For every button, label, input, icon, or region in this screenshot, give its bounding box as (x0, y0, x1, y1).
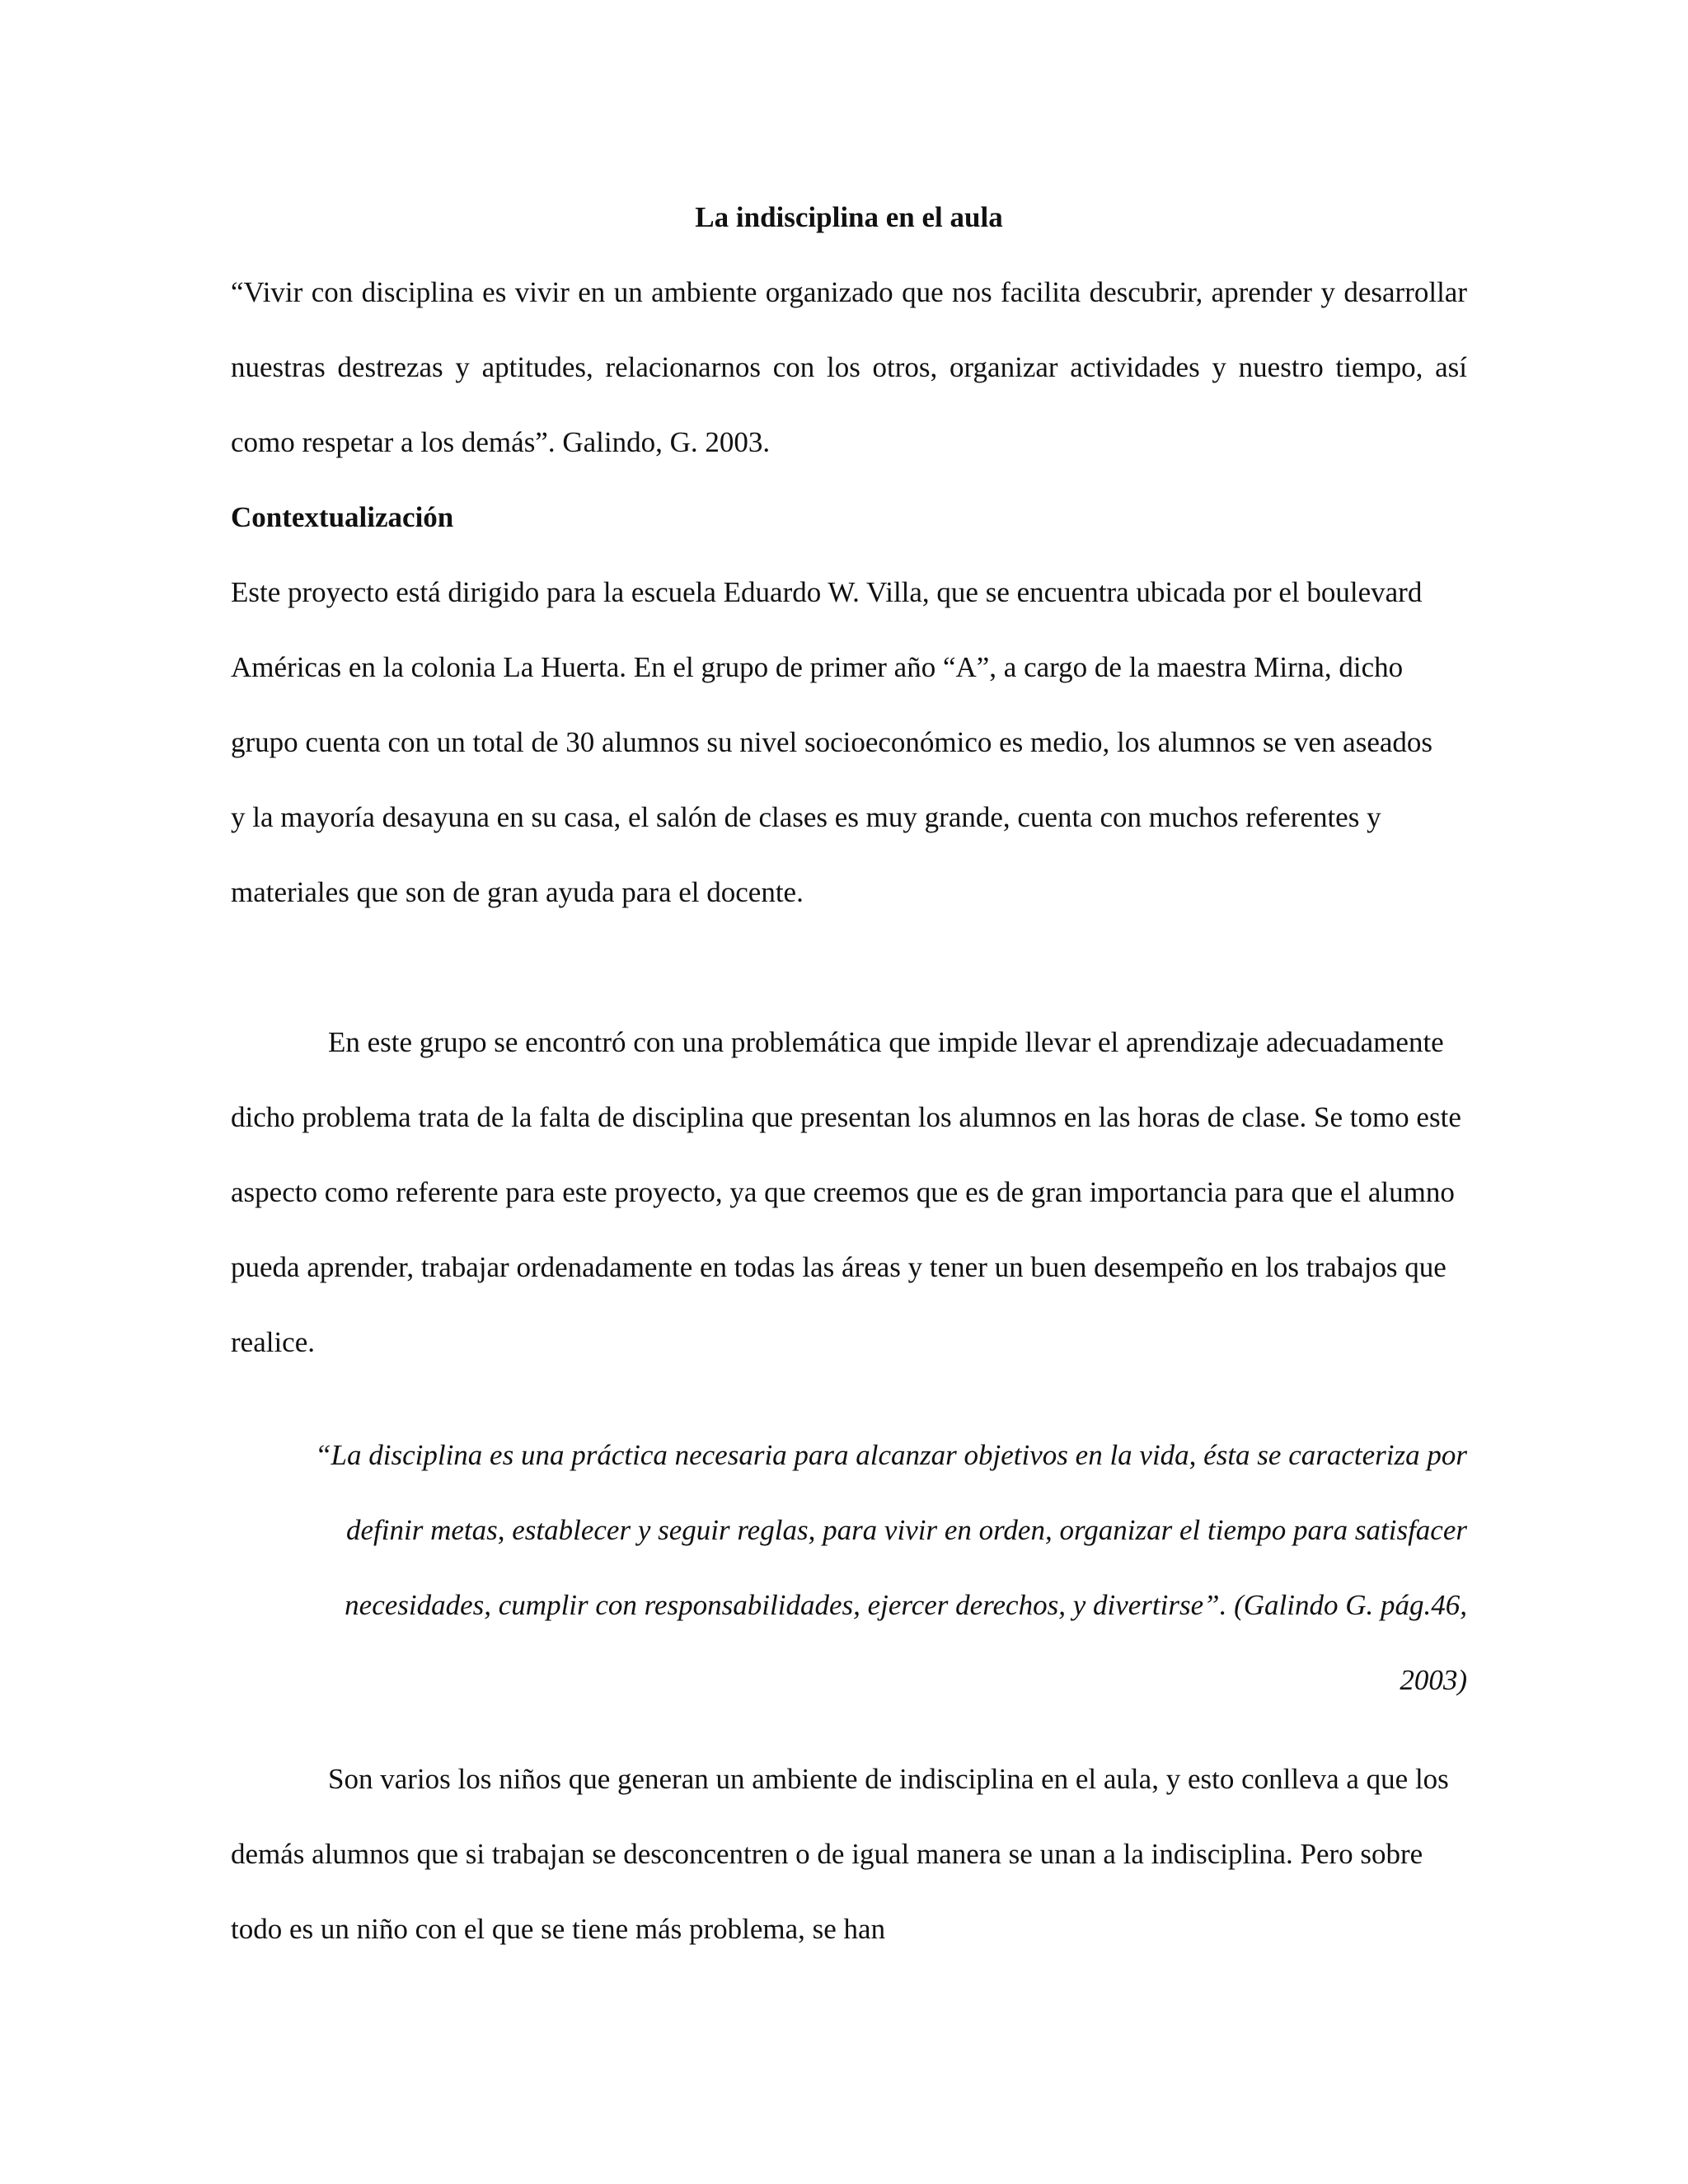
epigraph-paragraph: “Vivir con disciplina es vivir en un ambiente organizado que nos facilita descubrir, aprender y desarrollar nuestras destrezas y aptitudes, relacionarnos con los otros, organizar actividades y nuestro tiempo, así como respetar a los demás”. Galindo, G. 2003. (231, 276, 1467, 458)
body-paragraph-3: Son varios los niños que generan un ambiente de indisciplina en el aula, y esto conlleva a que los demás alumnos que si trabajan se desconcentren o de igual manera se unan a la indisciplina. Pero sobre todo es un niño con el que se tiene más problema, se han (231, 1763, 1449, 1945)
document-title: La indisciplina en el aula (695, 201, 1003, 233)
body-paragraph-1: Este proyecto está dirigido para la escuela Eduardo W. Villa, que se encuentra ubicada por el boulevard Américas en la colonia La Huerta. En el grupo de primer año “A”, a cargo de la maestra Mirna, dicho grupo cuenta con un total de 30 alumnos su nivel socioeconómico es medio, los alumnos se ven aseados y la mayoría desayuna en su casa, el salón de clases es muy grande, cuenta con muchos referentes y materiales que son de gran ayuda para el docente. (231, 576, 1433, 908)
section-heading: Contextualización (231, 501, 454, 533)
block-quote: “La disciplina es una práctica necesaria para alcanzar objetivos en la vida, ésta se caracteriza por definir metas, establecer y seguir reglas, para vivir en orden, organizar el tiempo para satisfacer necesidades, cumplir con responsabilidades, ejercer derechos, y divertirse”. (Galindo G. pág.46, 2003) (315, 1439, 1467, 1696)
body-paragraph-2: En este grupo se encontró con una problemática que impide llevar el aprendizaje adecuadamente dicho problema trata de la falta de disciplina que presentan los alumnos en las horas de clase. Se tomo este aspecto como referente para este proyecto, ya que creemos que es de gran importancia para que el alumno pueda aprender, trabajar ordenadamente en todas las áreas y tener un buen desempeño en los trabajos que realice. (231, 1026, 1461, 1358)
